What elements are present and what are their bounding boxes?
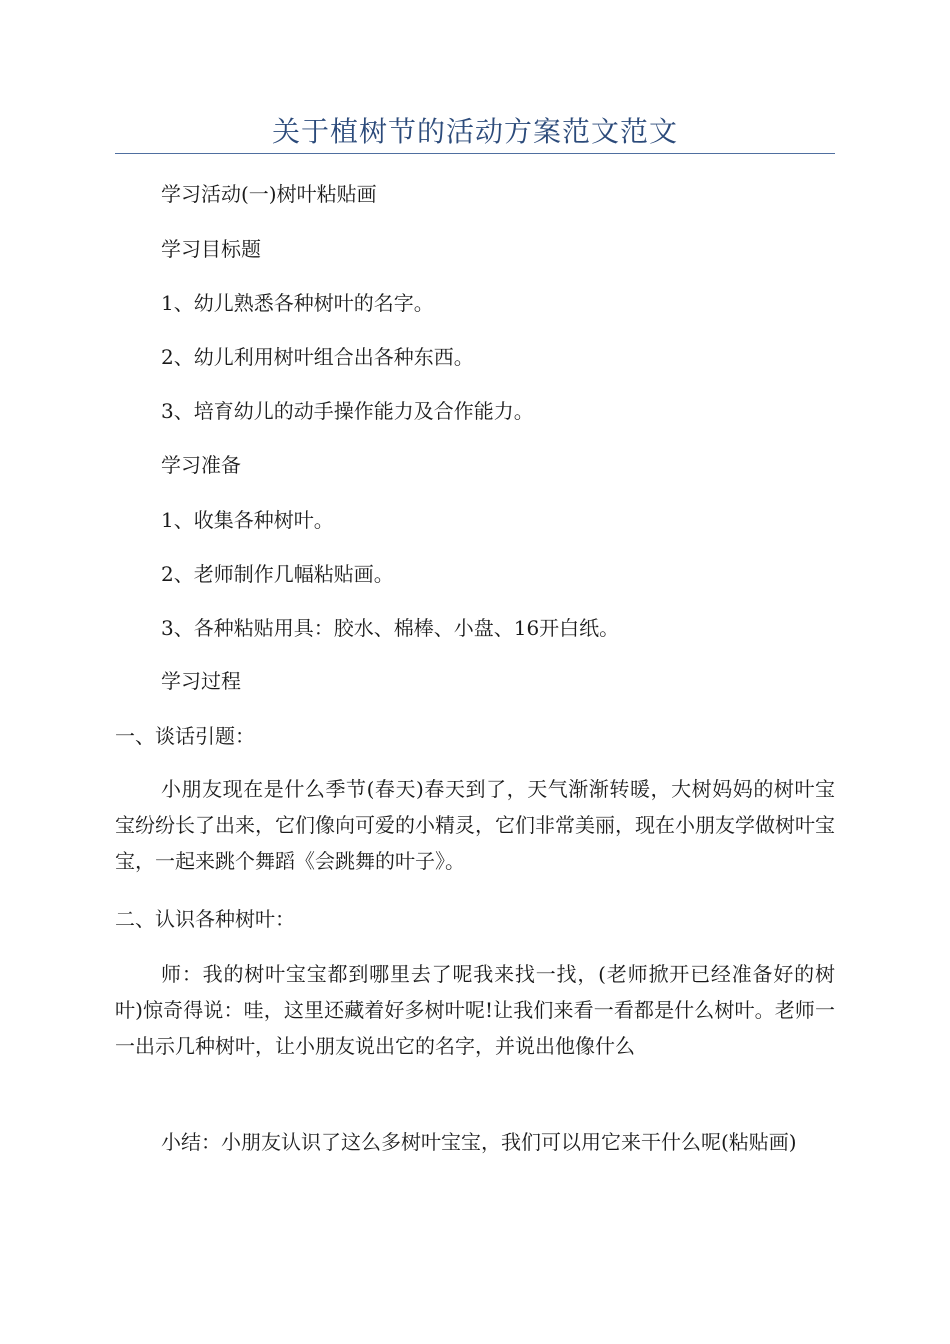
paragraph-prep-heading: 学习准备 [161, 453, 241, 477]
paragraph-section-2-body: 师：我的树叶宝宝都到哪里去了呢我来找一找，(老师掀开已经准备好的树叶)惊奇得说：哇，这里还藏着好多树叶呢!让我们来看一看都是什么树叶。老师一一出示几种树叶，让小朋友说出它的名字，并说出他像什么 [115, 962, 835, 1058]
paragraph-goal-1: 1、幼儿熟悉各种树叶的名字。 [161, 291, 434, 315]
paragraph-section-1-body: 小朋友现在是什么季节(春天)春天到了，天气渐渐转暖，大树妈妈的树叶宝宝纷纷长了出来，它们像向可爱的小精灵，它们非常美丽，现在小朋友学做树叶宝宝，一起来跳个舞蹈《会跳舞的叶子》。 [115, 777, 835, 873]
paragraph-goal-3: 3、培育幼儿的动手操作能力及合作能力。 [161, 399, 534, 423]
paragraph-section-1-heading: 一、谈话引题： [115, 724, 255, 748]
paragraph-goals-heading: 学习目标题 [161, 237, 261, 261]
paragraph-prep-3: 3、各种粘贴用具：胶水、棉棒、小盘、16开白纸。 [161, 616, 620, 640]
paragraph-section-2-heading: 二、认识各种树叶： [115, 907, 295, 931]
paragraph-activity-heading: 学习活动(一)树叶粘贴画 [161, 182, 377, 206]
paragraph-summary: 小结：小朋友认识了这么多树叶宝宝，我们可以用它来干什么呢(粘贴画) [161, 1130, 797, 1154]
paragraph-goal-2: 2、幼儿利用树叶组合出各种东西。 [161, 345, 474, 369]
title-underline [115, 153, 835, 154]
paragraph-prep-2: 2、老师制作几幅粘贴画。 [161, 562, 394, 586]
paragraph-process-heading: 学习过程 [161, 669, 241, 693]
document-title: 关于植树节的活动方案范文范文 [271, 115, 678, 148]
paragraph-prep-1: 1、收集各种树叶。 [161, 508, 334, 532]
